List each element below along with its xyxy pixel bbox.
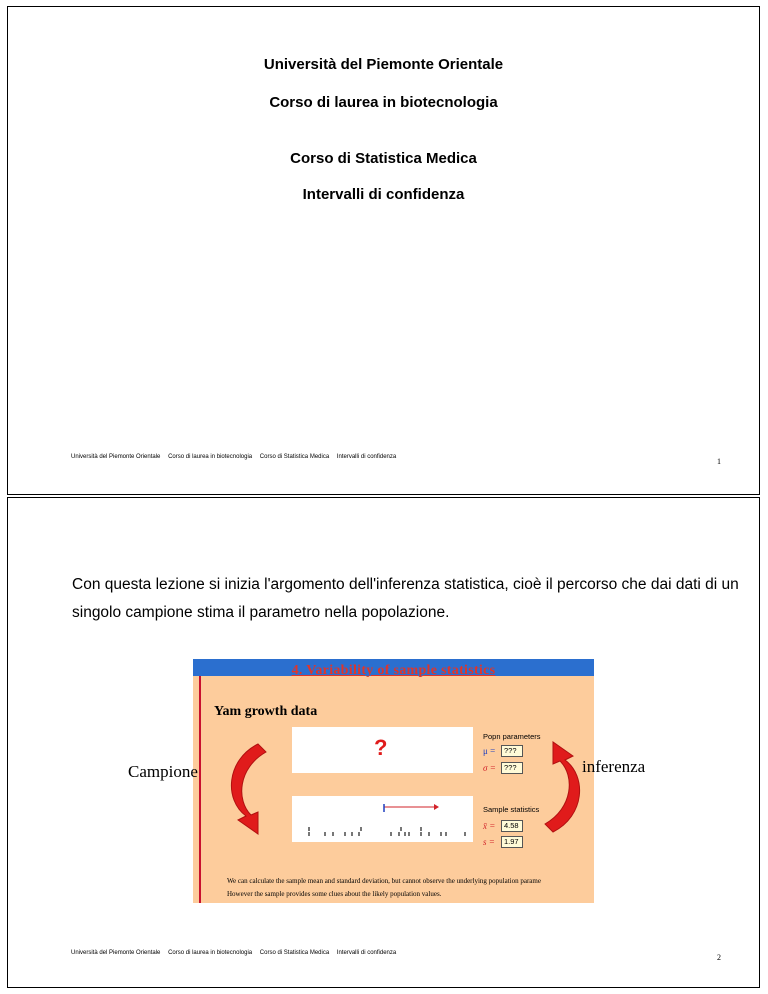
footer-course: Corso di Statistica Medica: [259, 454, 330, 460]
right-curved-arrow-icon: [533, 738, 593, 838]
applet-explanation-1: We can calculate the sample mean and standard deviation, but cannot observe the underlying population parame: [227, 877, 541, 885]
footer-lesson: Intervalli di confidenza: [336, 950, 397, 956]
left-curved-arrow-icon: [218, 738, 278, 838]
sigma-symbol: σ =: [483, 763, 496, 773]
sample-s-value: 1.97: [501, 836, 523, 848]
question-mark-icon: ?: [374, 735, 388, 760]
mu-symbol: μ =: [483, 746, 496, 756]
sample-s-row: [483, 836, 523, 848]
footer-degree: Corso di laurea in biotecnologia: [168, 454, 253, 460]
sample-stats-header: Sample statistics: [483, 805, 540, 814]
population-params-header: Popn parameters: [483, 732, 541, 741]
page-number: 1: [717, 457, 721, 466]
slide-footer: [71, 454, 402, 460]
slide-1: [7, 6, 760, 495]
pop-mu-row: [483, 745, 523, 757]
sample-mean-value: 4.58: [501, 820, 523, 832]
sample-dotplot: [292, 796, 473, 842]
xbar-symbol: x̄ =: [483, 821, 496, 831]
campione-label: Campione: [128, 762, 198, 781]
s-symbol: s =: [483, 837, 495, 847]
intro-paragraph: Con questa lezione si inizia l'argomento dell'inferenza statistica, cioè il percorso che dai dati di un singolo campione stima il parametro nella popolazione.: [72, 576, 739, 621]
footer-course: Corso di Statistica Medica: [259, 950, 330, 956]
inferenza-label: inferenza: [582, 757, 646, 776]
footer-university: Università del Piemonte Orientale: [71, 950, 161, 956]
page-number: 2: [717, 953, 721, 962]
course-title: Corso di Statistica Medica: [290, 150, 477, 167]
pop-sigma-value: ???: [501, 762, 523, 774]
slide-footer: [71, 950, 402, 956]
footer-degree: Corso di laurea in biotecnologia: [168, 950, 253, 956]
sample-dotplot-panel: [292, 796, 473, 842]
lesson-title: Intervalli di confidenza: [302, 186, 465, 203]
university-title: Università del Piemonte Orientale: [263, 56, 504, 73]
footer-lesson: Intervalli di confidenza: [336, 454, 397, 460]
footer-university: Università del Piemonte Orientale: [71, 454, 161, 460]
pop-mu-value: ???: [501, 745, 523, 757]
sample-mean-row: [483, 820, 523, 832]
applet-subtitle: Yam growth data: [214, 704, 318, 719]
population-panel: [292, 727, 473, 773]
degree-title: Corso di laurea in biotecnologia: [269, 94, 498, 111]
applet-left-rule: [199, 676, 201, 903]
applet-title: 4. Variability of sample statistics: [291, 663, 496, 678]
applet-explanation-2: However the sample provides some clues about the likely population values.: [227, 890, 442, 898]
pop-sigma-row: [483, 762, 523, 774]
slide-2: [7, 497, 760, 988]
